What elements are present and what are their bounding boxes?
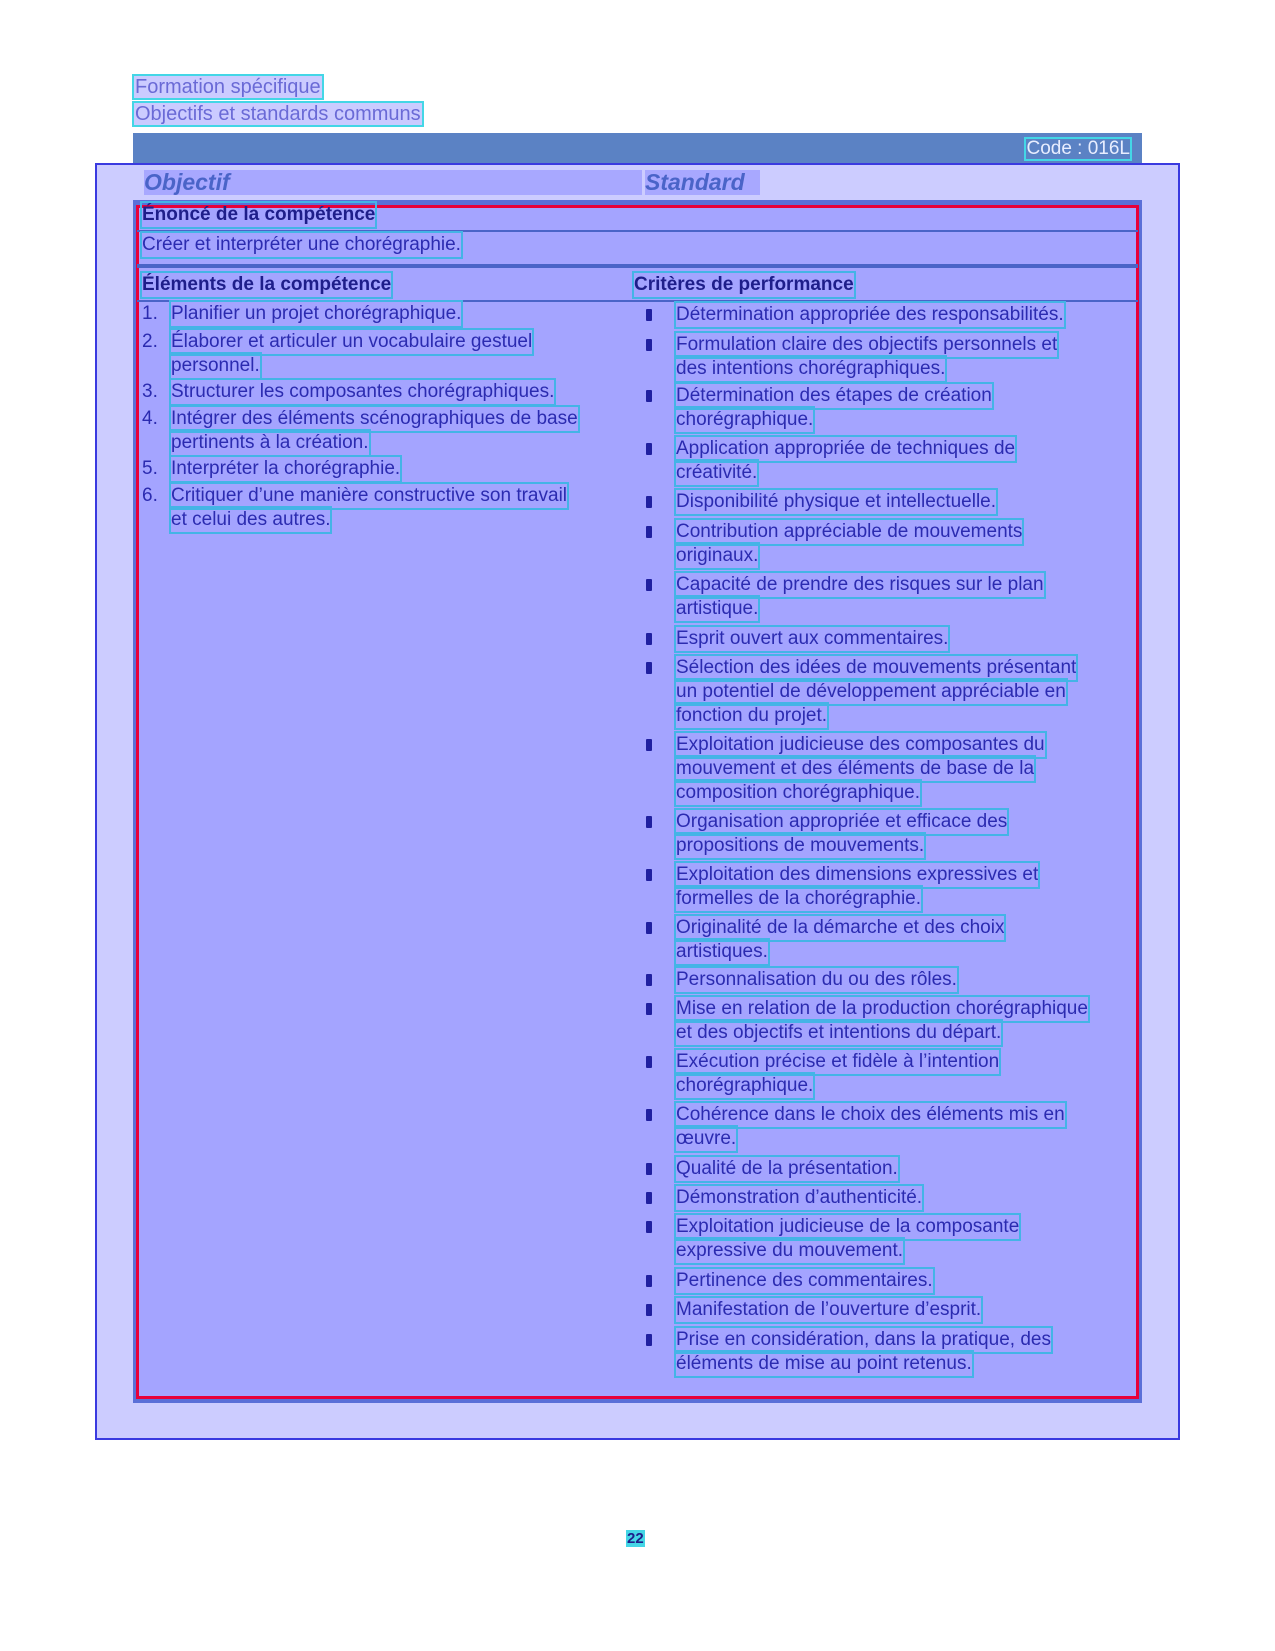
header-program-line: Formation spécifique bbox=[135, 76, 321, 98]
element-number: 5. bbox=[142, 458, 158, 479]
bullet-icon bbox=[646, 974, 652, 986]
bullet-icon bbox=[646, 309, 652, 321]
critere-item-line: originaux. bbox=[676, 545, 759, 566]
critere-item-line: Organisation appropriée et efficace des bbox=[676, 811, 1008, 832]
bullet-icon bbox=[646, 443, 652, 455]
bullet-icon bbox=[646, 339, 652, 351]
critere-item-line: formelles de la chorégraphie. bbox=[676, 888, 922, 909]
element-item-line: Planifier un projet chorégraphique. bbox=[171, 303, 462, 324]
bullet-icon bbox=[646, 526, 652, 538]
bullet-icon bbox=[646, 1275, 652, 1287]
critere-item-line: Contribution appréciable de mouvements bbox=[676, 521, 1023, 542]
enonce-text: Créer et interpréter une chorégraphie. bbox=[142, 234, 461, 255]
critere-item-line: Exécution précise et fidèle à l’intention bbox=[676, 1051, 1000, 1072]
bullet-icon bbox=[646, 816, 652, 828]
critere-item-line: Sélection des idées de mouvements présentant bbox=[676, 657, 1077, 678]
critere-item-line: fonction du projet. bbox=[676, 705, 828, 726]
critere-item-line: Capacité de prendre des risques sur le plan bbox=[676, 574, 1044, 595]
bullet-icon bbox=[646, 1163, 652, 1175]
bullet-icon bbox=[646, 496, 652, 508]
critere-item-line: Exploitation judicieuse des composantes du bbox=[676, 734, 1045, 755]
critere-item-line: des intentions chorégraphiques. bbox=[676, 358, 946, 379]
critere-item-line: et des objectifs et intentions du départ. bbox=[676, 1022, 1002, 1043]
critere-item-line: composition chorégraphique. bbox=[676, 782, 920, 803]
element-item-line: Intégrer des éléments scénographiques de base bbox=[171, 408, 578, 429]
critere-item-line: chorégraphique. bbox=[676, 1075, 814, 1096]
standard-column-title: Standard bbox=[645, 170, 760, 195]
critere-item-line: Esprit ouvert aux commentaires. bbox=[676, 628, 949, 649]
critere-item-line: expressive du mouvement. bbox=[676, 1240, 904, 1261]
critere-item-line: un potentiel de développement appréciable en bbox=[676, 681, 1066, 702]
bullet-icon bbox=[646, 1334, 652, 1346]
critere-item-line: Pertinence des commentaires. bbox=[676, 1270, 933, 1291]
bullet-icon bbox=[646, 869, 652, 881]
criteres-label: Critères de performance bbox=[634, 274, 854, 295]
competency-code: Code : 016L bbox=[1026, 138, 1130, 159]
bullet-icon bbox=[646, 1221, 652, 1233]
critere-item-line: Manifestation de l’ouverture d’esprit. bbox=[676, 1299, 982, 1320]
critere-item-line: éléments de mise au point retenus. bbox=[676, 1353, 972, 1374]
critere-item-line: artistiques. bbox=[676, 941, 768, 962]
element-item-line: Structurer les composantes chorégraphiques. bbox=[171, 381, 555, 402]
bullet-icon bbox=[646, 390, 652, 402]
bullet-icon bbox=[646, 1056, 652, 1068]
critere-item-line: Détermination appropriée des responsabilités. bbox=[676, 304, 1064, 325]
header-section-line: Objectifs et standards communs bbox=[135, 103, 421, 125]
element-item-line: pertinents à la création. bbox=[171, 432, 369, 453]
element-item-line: personnel. bbox=[171, 355, 260, 376]
element-item-line: et celui des autres. bbox=[171, 509, 331, 530]
critere-item-line: propositions de mouvements. bbox=[676, 835, 925, 856]
critere-item-line: Exploitation des dimensions expressives et bbox=[676, 864, 1039, 885]
critere-item-line: Détermination des étapes de création bbox=[676, 385, 992, 406]
critere-item-line: Cohérence dans le choix des éléments mis en bbox=[676, 1104, 1065, 1125]
code-bar bbox=[133, 133, 1142, 164]
divider bbox=[137, 264, 1138, 268]
critere-item-line: Application appropriée de techniques de bbox=[676, 438, 1016, 459]
bullet-icon bbox=[646, 633, 652, 645]
elements-label: Éléments de la compétence bbox=[142, 274, 392, 295]
element-number: 6. bbox=[142, 485, 158, 506]
element-number: 4. bbox=[142, 408, 158, 429]
bullet-icon bbox=[646, 739, 652, 751]
bullet-icon bbox=[646, 579, 652, 591]
critere-item-line: créativité. bbox=[676, 462, 758, 483]
bullet-icon bbox=[646, 1192, 652, 1204]
page-number: 22 bbox=[627, 1530, 644, 1547]
bullet-icon bbox=[646, 1003, 652, 1015]
bullet-icon bbox=[646, 922, 652, 934]
divider bbox=[137, 230, 1138, 232]
critere-item-line: Prise en considération, dans la pratique, des bbox=[676, 1329, 1051, 1350]
critere-item-line: Formulation claire des objectifs personnels et bbox=[676, 334, 1058, 355]
element-number: 2. bbox=[142, 331, 158, 352]
critere-item-line: mouvement et des éléments de base de la bbox=[676, 758, 1035, 779]
element-item-line: Critiquer d’une manière constructive son travail bbox=[171, 485, 568, 506]
critere-item-line: Démonstration d’authenticité. bbox=[676, 1187, 923, 1208]
critere-item-line: Disponibilité physique et intellectuelle. bbox=[676, 491, 997, 512]
element-number: 1. bbox=[142, 303, 158, 324]
critere-item-line: Exploitation judicieuse de la composante bbox=[676, 1216, 1020, 1237]
bullet-icon bbox=[646, 662, 652, 674]
critere-item-line: artistique. bbox=[676, 598, 759, 619]
critere-item-line: Originalité de la démarche et des choix bbox=[676, 917, 1005, 938]
critere-item-line: chorégraphique. bbox=[676, 409, 814, 430]
objectif-column-title: Objectif bbox=[144, 170, 642, 195]
element-item-line: Interpréter la chorégraphie. bbox=[171, 458, 401, 479]
element-item-line: Élaborer et articuler un vocabulaire gestuel bbox=[171, 331, 533, 352]
element-number: 3. bbox=[142, 381, 158, 402]
critere-item-line: Mise en relation de la production chorégraphique bbox=[676, 998, 1088, 1019]
critere-item-line: Personnalisation du ou des rôles. bbox=[676, 969, 957, 990]
critere-item-line: Qualité de la présentation. bbox=[676, 1158, 898, 1179]
critere-item-line: œuvre. bbox=[676, 1128, 737, 1149]
enonce-label: Énoncé de la compétence bbox=[142, 204, 376, 225]
bullet-icon bbox=[646, 1109, 652, 1121]
bullet-icon bbox=[646, 1304, 652, 1316]
